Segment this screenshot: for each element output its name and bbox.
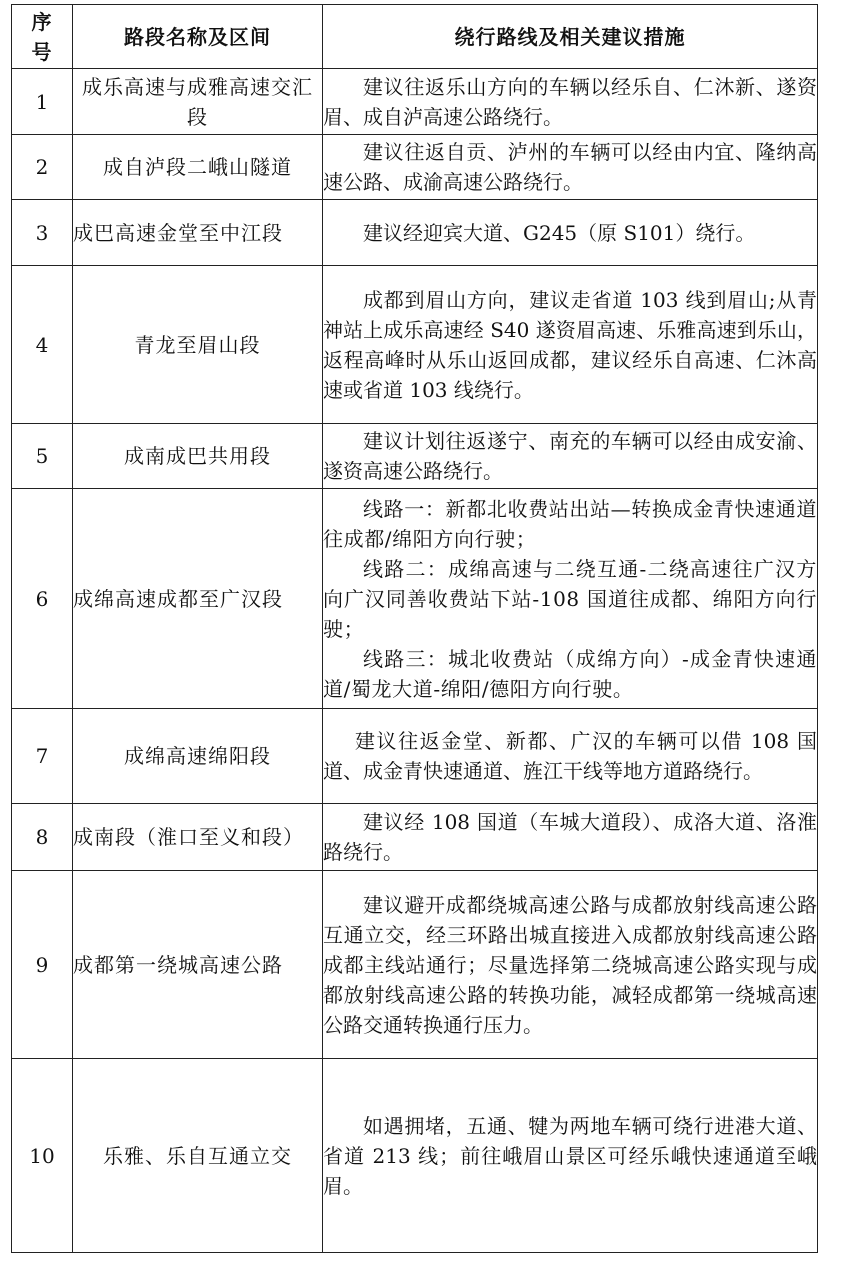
row-name: 成绵高速绵阳段: [73, 709, 323, 804]
detour-table: [11, 4, 818, 1253]
row-route: [323, 266, 818, 424]
route-line-1: 线路一：新都北收费站出站—转换成金青快速通道往成都/绵阳方向行驶；: [323, 496, 817, 551]
row-route: [323, 69, 818, 135]
table-row: [12, 709, 818, 804]
row-route: [323, 489, 818, 709]
row-name: 青龙至眉山段: [73, 266, 323, 424]
row-no: 9: [12, 871, 73, 1059]
row-no: 4: [12, 266, 73, 424]
row-name: 乐雅、乐自互通立交: [73, 1059, 323, 1253]
row-name: 成乐高速与成雅高速交汇段: [73, 69, 323, 135]
table-row: [12, 804, 818, 871]
detour-table-sheet: [11, 4, 817, 1252]
header-name: 路段名称及区间: [73, 5, 323, 69]
row-no: 8: [12, 804, 73, 871]
route-text: 建议经迎宾大道、G245（原 S101）绕行。: [363, 220, 756, 245]
route-text: 建议往返自贡、泸州的车辆可以经由内宜、隆纳高速公路、成渝高速公路绕行。: [323, 140, 817, 194]
row-name: 成巴高速金堂至中江段: [73, 200, 323, 266]
route-text: 如遇拥堵，五通、犍为两地车辆可绕行进港大道、省道 213 线；前往峨眉山景区可经乐峨快速通道至峨眉。: [323, 1113, 817, 1198]
route-lines: [323, 494, 817, 704]
table-row: [12, 135, 818, 200]
row-no: 6: [12, 489, 73, 709]
row-name: 成自泸段二峨山隧道: [73, 135, 323, 200]
route-text: 建议计划往返遂宁、南充的车辆可以经由成安渝、遂资高速公路绕行。: [323, 429, 817, 483]
row-no: 7: [12, 709, 73, 804]
table-row: [12, 871, 818, 1059]
table-row: [12, 200, 818, 266]
row-route: [323, 709, 818, 804]
table-header-row: [12, 5, 818, 69]
route-text: 建议往返金堂、新都、广汉的车辆可以借 108 国道、成金青快速通道、旌江干线等地方道路绕行。: [323, 729, 817, 783]
row-no: 10: [12, 1059, 73, 1253]
row-no: 1: [12, 69, 73, 135]
row-route: [323, 871, 818, 1059]
header-no: [12, 5, 73, 69]
header-no-text: 序号: [31, 9, 53, 64]
table-row: [12, 69, 818, 135]
row-route: [323, 804, 818, 871]
route-line-3: 线路三：城北收费站（成绵方向）-成金青快速通道/蜀龙大道-绵阳/德阳方向行驶。: [323, 646, 817, 701]
route-text: 建议避开成都绕城高速公路与成都放射线高速公路互通立交，经三环路出城直接进入成都放射线高速公路成都主线站通行；尽量选择第二绕城高速公路实现与成都放射线高速公路的转换功能，减轻成都第一绕城高速公路交通转换通行压力。: [323, 892, 817, 1037]
table-row: [12, 1059, 818, 1253]
header-route: 绕行路线及相关建议措施: [323, 5, 818, 69]
route-text: 建议往返乐山方向的车辆以经乐自、仁沐新、遂资眉、成自泸高速公路绕行。: [323, 74, 817, 129]
row-name: 成都第一绕城高速公路: [73, 871, 323, 1059]
table-row: [12, 424, 818, 489]
row-route: [323, 135, 818, 200]
row-no: 3: [12, 200, 73, 266]
row-route: [323, 424, 818, 489]
row-route: [323, 1059, 818, 1253]
table-row: [12, 266, 818, 424]
row-route: [323, 200, 818, 266]
row-no: 2: [12, 135, 73, 200]
row-name: 成绵高速成都至广汉段: [73, 489, 323, 709]
route-text: 建议经 108 国道（车城大道段）、成洛大道、洛淮路绕行。: [323, 810, 817, 864]
row-name: 成南段（淮口至义和段）: [73, 804, 323, 871]
row-name: 成南成巴共用段: [73, 424, 323, 489]
row-no: 5: [12, 424, 73, 489]
route-text: 成都到眉山方向，建议走省道 103 线到眉山;从青神站上成乐高速经 S40 遂资眉高速、乐雅高速到乐山，返程高峰时从乐山返回成都，建议经乐自高速、仁沐高速或省道 103 线绕行。: [323, 287, 817, 402]
table-row: [12, 489, 818, 709]
route-line-2: 线路二：成绵高速与二绕互通-二绕高速往广汉方向广汉同善收费站下站-108 国道往成都、绵阳方向行驶；: [323, 556, 817, 641]
